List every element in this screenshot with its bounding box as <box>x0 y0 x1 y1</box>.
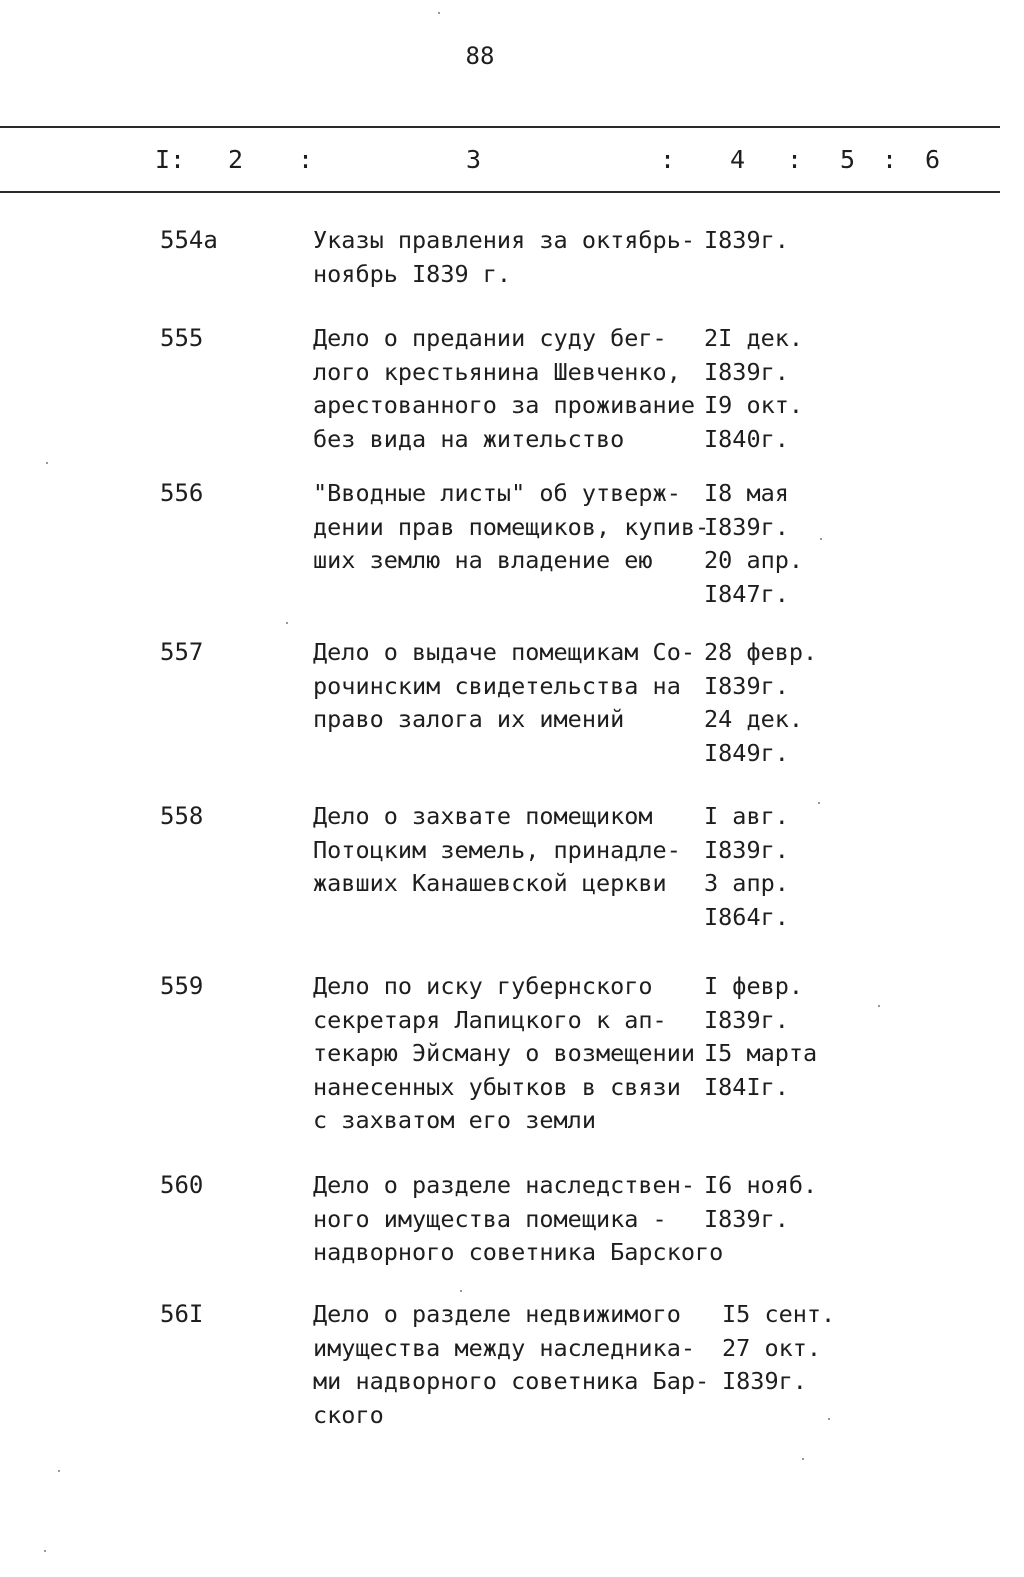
entry-date: I февр. <box>704 972 804 1000</box>
entry-number: 555 <box>160 324 204 352</box>
entry-date: 27 окт. <box>722 1333 822 1362</box>
entry-title-line: ного имущества помещика - <box>313 1204 667 1233</box>
scan-speck <box>878 1005 880 1007</box>
entry-title-line: имущества между наследника- <box>313 1333 696 1362</box>
entry-title-line: право залога их имений <box>313 705 625 733</box>
scan-speck <box>58 1470 60 1472</box>
entry-number: 560 <box>160 1171 204 1199</box>
entry-date: 2I дек. <box>704 324 804 352</box>
page-number: 88 <box>465 42 495 70</box>
column-separator: : <box>298 145 314 174</box>
scan-speck <box>438 12 440 14</box>
entry-number: 554а <box>160 226 218 254</box>
entry-dates <box>704 477 803 611</box>
entry-date: 24 дек. <box>704 705 804 733</box>
table-header-top-rule <box>0 126 1000 128</box>
column-separator: : <box>882 145 898 174</box>
entry-title-line: ского <box>313 1400 384 1429</box>
entry-date: I839г. <box>704 671 789 700</box>
entry-date: I5 сент. <box>722 1300 836 1328</box>
entry-date: I839г. <box>704 357 789 386</box>
entry-title-line: арестованного за проживание <box>313 391 696 419</box>
entry-date: 20 апр. <box>704 546 804 574</box>
entry-date: I84Iг. <box>704 1072 789 1101</box>
entry-title-line: Дело о предании суду бег- <box>313 324 667 352</box>
column-header-5: 5 <box>840 145 856 174</box>
entry-date: 3 апр. <box>704 869 789 897</box>
entry-title-line: Потоцким земель, принадле- <box>313 835 681 864</box>
entry-title-line: текарю Эйсману о возмещении <box>313 1039 696 1067</box>
entry-date: I849г. <box>704 738 789 767</box>
table-header-bottom-rule <box>0 191 1000 193</box>
scan-speck <box>818 802 820 804</box>
entry-date: I9 окт. <box>704 391 804 419</box>
scan-speck <box>286 622 288 624</box>
entry-title-line: жавших Канашевской церкви <box>313 869 667 897</box>
entry-number: 558 <box>160 802 204 830</box>
entry-title-line: с захватом его земли <box>313 1106 596 1134</box>
entry-title-line: Дело о разделе наследствен- <box>313 1171 696 1199</box>
entry-date: 28 февр. <box>704 638 818 666</box>
scan-speck <box>828 1418 830 1420</box>
entry-title <box>313 1298 709 1432</box>
entry-date: I839г. <box>704 1005 789 1034</box>
column-header-2: 2 <box>228 145 244 174</box>
entry-title-line: Дело о выдаче помещикам Со- <box>313 638 696 666</box>
entry-date: I6 нояб. <box>704 1171 818 1199</box>
entry-date: I5 марта <box>704 1039 818 1067</box>
column-header-1: I: <box>155 145 186 174</box>
entry-dates <box>704 800 789 934</box>
entry-dates <box>704 224 789 258</box>
entry-title-line: Дело по иску губернского <box>313 972 653 1000</box>
entry-date: I847г. <box>704 579 789 608</box>
entry-number: 557 <box>160 638 204 666</box>
entry-date: I839г. <box>704 226 789 254</box>
entry-date: I839г. <box>704 512 789 541</box>
column-separator: : <box>660 145 676 174</box>
entry-title-line: ми надворного советника Бар- <box>313 1367 710 1395</box>
scan-speck <box>46 462 48 464</box>
entry-title <box>313 800 681 901</box>
entry-title <box>313 224 695 291</box>
scan-speck <box>460 1290 462 1292</box>
entry-title-line: секретаря Лапицкого к ап- <box>313 1005 667 1034</box>
entry-number: 556 <box>160 479 204 507</box>
entry-dates <box>722 1298 835 1399</box>
entry-dates <box>704 1169 817 1236</box>
column-header-3: 3 <box>466 145 482 174</box>
column-header-4: 4 <box>730 145 746 174</box>
entry-title-line: Дело о разделе недвижимого <box>313 1300 681 1328</box>
entry-title-line: без вида на жительство <box>313 424 625 453</box>
entry-title-line: нанесенных убытков в связи <box>313 1072 681 1101</box>
entry-title-line: "Вводные листы" об утверж- <box>313 479 681 507</box>
entry-date: I839г. <box>704 1204 789 1233</box>
entry-title <box>313 636 695 737</box>
scan-speck <box>820 538 822 540</box>
entry-title-line: дении прав помещиков, купив- <box>313 512 710 541</box>
entry-date: I839г. <box>722 1367 807 1395</box>
entry-title-line: Указы правления за октябрь- <box>313 226 696 254</box>
entry-dates <box>704 636 817 770</box>
entry-title-line: Дело о захвате помещиком <box>313 802 653 830</box>
column-separator: : <box>787 145 803 174</box>
entry-title <box>313 1169 723 1270</box>
entry-date: I839г. <box>704 835 789 864</box>
entry-number: 56I <box>160 1300 204 1328</box>
column-header-6: 6 <box>925 145 941 174</box>
entry-title-line: надворного советника Барского <box>313 1238 724 1266</box>
entry-title <box>313 970 695 1138</box>
entry-date: I8 мая <box>704 479 789 507</box>
entry-title-line: ших землю на владение ею <box>313 546 653 574</box>
entry-dates <box>704 322 803 456</box>
entry-title-line: ноябрь I839 г. <box>313 259 512 288</box>
entry-title <box>313 477 709 578</box>
entry-number: 559 <box>160 972 204 1000</box>
scan-speck <box>44 1550 46 1552</box>
entry-dates <box>704 970 817 1104</box>
entry-title-line: лого крестьянина Шевченко, <box>313 357 681 386</box>
entry-date: I864г. <box>704 902 789 931</box>
entry-date: I840г. <box>704 424 789 453</box>
entry-title <box>313 322 695 456</box>
entry-date: I авг. <box>704 802 789 830</box>
scan-speck <box>802 1458 804 1460</box>
entry-title-line: рочинским свидетельства на <box>313 671 681 700</box>
